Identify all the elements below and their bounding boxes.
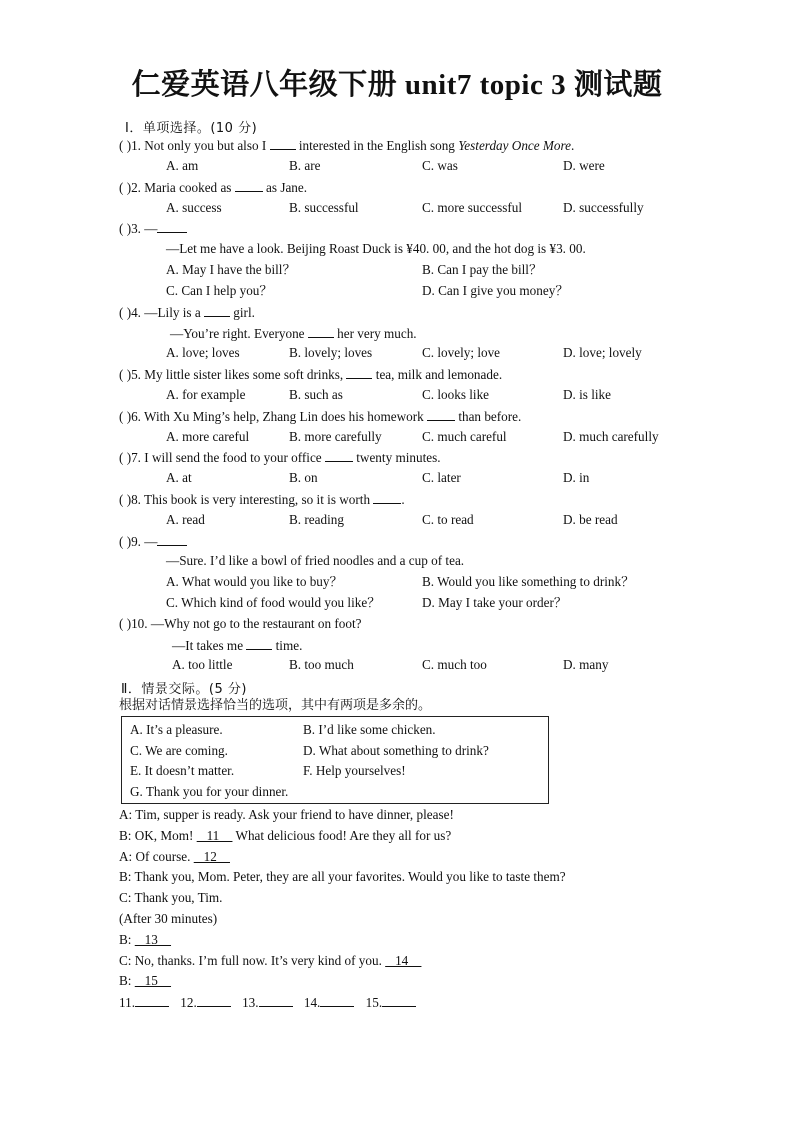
option-a[interactable]: A. am (166, 158, 199, 173)
question-3-response: —Let me have a look. Beijing Roast Duck is ¥40. 00, and the hot dog is ¥3. 00. (166, 241, 586, 256)
song-title: Yesterday Once More (458, 138, 571, 153)
page-title: 仁爱英语八年级下册 unit7 topic 3 测试题 (131, 69, 663, 101)
question-6 (119, 408, 521, 425)
question-7 (119, 449, 441, 466)
answer-slot-13[interactable] (259, 994, 293, 1007)
question-stem: —Why not go to the restaurant on foot? (150, 616, 362, 631)
question-stem: Maria cooked as (144, 180, 235, 195)
answer-slot-14[interactable] (320, 994, 354, 1007)
question-stem: —Lily is a (144, 305, 204, 320)
answer-blank[interactable] (235, 179, 263, 192)
answer-label: 12. (180, 995, 197, 1010)
question-stem: girl. (230, 305, 255, 320)
option-d[interactable]: D. were (563, 158, 605, 173)
answer-blank-15[interactable]: 15 (134, 973, 172, 988)
answer-blank-12[interactable]: 12 (193, 849, 230, 864)
option-a[interactable]: A. read (166, 512, 205, 527)
section-1-heading: Ⅰ．单项选择。(10 分) (125, 121, 258, 136)
question-stem: as Jane. (262, 180, 308, 195)
answer-slot-15[interactable] (382, 994, 416, 1007)
question-4 (119, 304, 255, 321)
option-c[interactable]: C. was (422, 158, 458, 173)
question-number: ( )2. (119, 180, 145, 195)
option-b[interactable]: B. on (289, 470, 318, 485)
dialogue-line: A: Tim, supper is ready. Ask your friend to have dinner, please! (119, 807, 454, 822)
answer-blank[interactable] (157, 220, 187, 233)
option-c[interactable]: C. looks like (422, 387, 490, 402)
option-b[interactable]: B. lovely; loves (289, 345, 373, 360)
answer-blank[interactable] (427, 408, 455, 421)
option-a[interactable]: A. love; loves (166, 345, 240, 360)
answer-slot-11[interactable] (135, 994, 169, 1007)
choice-g: G. Thank you for your dinner. (130, 784, 289, 799)
answer-label: 15. (365, 995, 383, 1010)
option-d[interactable]: D. many (563, 657, 609, 672)
question-number: ( )9. (119, 534, 145, 549)
question-stem: With Xu Ming’s help, Zhang Lin does his homework (144, 409, 428, 424)
question-number: ( )6. (119, 409, 145, 424)
dialogue-text: C: No, thanks. I’m full now. It’s very kind of you. (119, 953, 386, 968)
answer-blank[interactable] (373, 491, 401, 504)
option-b[interactable]: B. are (289, 158, 321, 173)
question-stem: —You’re right. Everyone (170, 326, 308, 341)
choice-e: E. It doesn’t matter. (130, 763, 235, 778)
option-c[interactable]: C. much careful (422, 429, 507, 444)
dialogue-line: B: Thank you, Mom. Peter, they are all your favorites. Would you like to taste them? (119, 869, 566, 884)
option-b[interactable]: B. more carefully (289, 429, 382, 444)
dialogue-text: B: OK, Mom! (119, 828, 197, 843)
question-stem: —It takes me (172, 638, 247, 653)
answer-blank[interactable] (157, 533, 187, 546)
option-c[interactable]: C. Which kind of food would you like？ (166, 595, 381, 610)
option-b[interactable]: B. successful (289, 200, 359, 215)
question-number: ( )3. (119, 221, 145, 236)
choice-c: C. We are coming. (130, 743, 228, 758)
dialogue-line (119, 828, 451, 844)
choice-a: A. It’s a pleasure. (130, 722, 223, 737)
option-d[interactable]: D. in (563, 470, 590, 485)
answer-blank[interactable] (346, 366, 372, 379)
option-a[interactable]: A. for example (166, 387, 246, 402)
answer-blank[interactable] (325, 449, 353, 462)
dialogue-line (119, 932, 171, 948)
choice-d: D. What about something to drink? (303, 743, 489, 758)
option-a[interactable]: A. at (166, 470, 192, 485)
option-a[interactable]: A. May I have the bill？ (166, 262, 296, 277)
option-d[interactable]: D. is like (563, 387, 611, 402)
question-stem: interested in the English song (295, 138, 459, 153)
dialogue-line (119, 953, 421, 969)
dialogue-line: (After 30 minutes) (119, 911, 218, 926)
answer-label: 13. (242, 995, 259, 1010)
question-9-response: —Sure. I’d like a bowl of fried noodles and a cup of tea. (166, 553, 465, 568)
question-stem: Not only you but also I (144, 138, 270, 153)
option-a[interactable]: A. more careful (166, 429, 250, 444)
question-stem: . (571, 138, 575, 153)
question-stem: twenty minutes. (352, 450, 441, 465)
dialogue-text: A: Of course. (119, 849, 194, 864)
question-stem: . (401, 492, 405, 507)
section-2-heading: Ⅱ．情景交际。(5 分) (121, 682, 247, 697)
question-stem: — (144, 221, 158, 236)
question-3 (119, 220, 187, 237)
question-stem: her very much. (333, 326, 417, 341)
answer-label: 11. (119, 995, 135, 1010)
dialogue-line: C: Thank you, Tim. (119, 890, 223, 905)
answer-slot-12[interactable] (197, 994, 231, 1007)
question-8 (119, 491, 405, 508)
option-b[interactable]: B. Can I pay the bill？ (422, 262, 543, 277)
answer-blank-13[interactable]: 13 (134, 932, 172, 947)
dialogue-line (119, 849, 230, 865)
question-stem: — (144, 534, 158, 549)
option-c[interactable]: C. lovely; love (422, 345, 501, 360)
option-d[interactable]: D. love; lovely (563, 345, 642, 360)
option-b[interactable]: B. too much (289, 657, 354, 672)
question-10 (119, 616, 361, 632)
answer-blank[interactable] (246, 637, 272, 650)
answer-blank[interactable] (308, 325, 334, 338)
choice-f: F. Help yourselves! (303, 763, 406, 778)
answer-line (119, 994, 416, 1011)
option-d[interactable]: D. May I take your order？ (422, 595, 568, 610)
option-c[interactable]: C. later (422, 470, 461, 485)
dialogue-text: What delicious food! Are they all for us? (232, 828, 452, 843)
question-number: ( )8. (119, 492, 145, 507)
option-a[interactable]: A. too little (172, 657, 233, 672)
option-a[interactable]: A. What would you like to buy？ (166, 574, 343, 589)
question-1 (119, 137, 574, 154)
answer-blank[interactable] (270, 137, 296, 150)
question-stem: tea, milk and lemonade. (372, 367, 503, 382)
question-stem: I will send the food to your office (144, 450, 325, 465)
option-c[interactable]: C. more successful (422, 200, 522, 215)
question-number: ( )5. (119, 367, 145, 382)
option-a[interactable]: A. success (166, 200, 222, 215)
dialogue-text: B: (119, 932, 135, 947)
option-d[interactable]: D. be read (563, 512, 618, 527)
option-c[interactable]: C. much too (422, 657, 487, 672)
option-d[interactable]: D. successfully (563, 200, 644, 215)
question-number: ( )7. (119, 450, 145, 465)
option-b[interactable]: B. such as (289, 387, 343, 402)
question-stem: time. (272, 638, 303, 653)
option-c[interactable]: C. to read (422, 512, 474, 527)
question-5 (119, 366, 502, 383)
option-b[interactable]: B. reading (289, 512, 344, 527)
answer-blank-14[interactable]: 14 (385, 953, 422, 968)
answer-blank-11[interactable]: 11 (196, 828, 233, 843)
option-c[interactable]: C. Can I help you？ (166, 283, 273, 298)
option-d[interactable]: D. Can I give you money？ (422, 283, 569, 298)
question-stem: than before. (455, 409, 522, 424)
question-stem: This book is very interesting, so it is worth (144, 492, 374, 507)
dialogue-text: B: (119, 973, 135, 988)
question-2 (119, 179, 307, 196)
dialogue-line (119, 973, 171, 989)
question-4-response (170, 325, 417, 342)
question-10-response (172, 637, 302, 654)
question-9 (119, 533, 187, 550)
question-number: ( )4. (119, 305, 145, 320)
option-b[interactable]: B. Would you like something to drink？ (422, 574, 635, 589)
section-2-instruction: 根据对话情景选择恰当的选项，其中有两项是多余的。 (119, 698, 432, 713)
question-stem: My little sister likes some soft drinks, (144, 367, 347, 382)
question-number: ( )10. (119, 616, 151, 631)
answer-blank[interactable] (204, 304, 230, 317)
option-d[interactable]: D. much carefully (563, 429, 659, 444)
answer-label: 14. (303, 995, 321, 1010)
choice-b: B. I’d like some chicken. (303, 722, 436, 737)
question-number: ( )1. (119, 138, 145, 153)
